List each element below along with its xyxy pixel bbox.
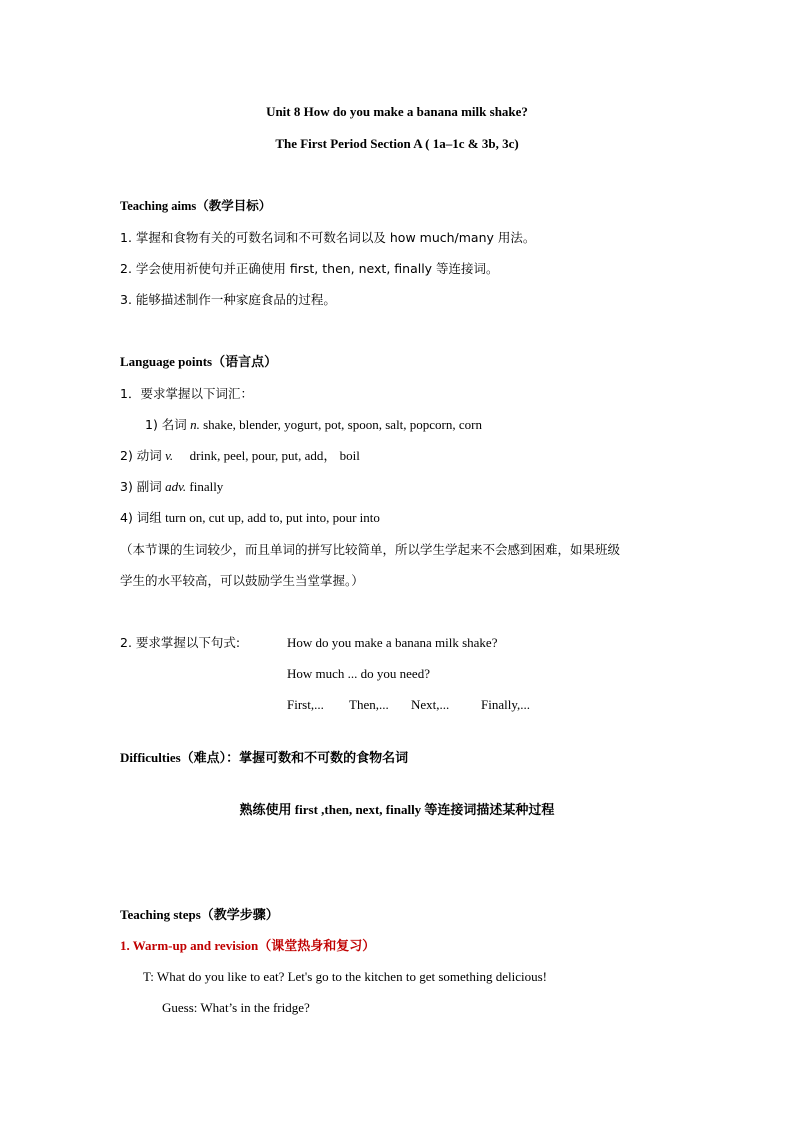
connector-finally: Finally,... [481,697,530,712]
vocab-row-nouns [145,417,482,433]
vocab-label: 3) 副词 [120,479,162,494]
vocab-row-verbs [120,448,360,464]
difficulties-line-2: 熟练使用 first ,then, next, finally 等连接词描述某种过程 [239,802,555,817]
vocab-row-adverbs [120,479,223,495]
page-subtitle: The First Period Section A ( 1a–1c & 3b, 3c) [275,136,519,151]
vocab-intro: 1．要求掌握以下词汇： [120,386,253,401]
sentence-pattern-2: How much ... do you need? [287,666,430,681]
teaching-steps-heading: Teaching steps（教学步骤） [120,907,279,922]
vocab-words: shake, blender, yogurt, pot, spoon, salt, popcorn, corn [203,417,482,432]
connector-then: Then,... [349,697,389,712]
sentence-pattern-1: How do you make a banana milk shake? [287,635,498,650]
vocab-label: 2) 动词 [120,448,162,463]
connector-next: Next,... [411,697,450,712]
language-points-heading: Language points（语言点） [120,354,278,369]
step-1-heading: 1. Warm-up and revision（课堂热身和复习） [120,938,376,953]
vocab-words: finally [189,479,224,494]
sentence-patterns-label: 2. 要求掌握以下句式: [120,635,241,650]
vocab-pos: adv. [165,479,187,494]
aim-item-1: 1. 掌握和食物有关的可数名词和不可数名词以及 how much/many 用法。 [120,230,536,245]
guess-prompt: Guess: What’s in the fridge? [162,1000,310,1015]
vocab-row-phrases [120,510,380,526]
teacher-note-line-2: 学生的水平较高，可以鼓励学生当堂掌握。） [120,573,364,588]
vocab-pos: v. [165,448,174,463]
vocab-pos: n. [190,417,200,432]
vocab-label: 1) 名词 [145,417,187,432]
aim-item-2: 2. 学会使用祈使句并正确使用 first, then, next, finally 等连接词。 [120,261,499,276]
vocab-words: drink, peel, pour, put, add， boil [189,448,360,463]
connector-first: First,... [287,697,324,712]
teaching-aims-heading [120,198,271,214]
teacher-note-line-1: （本节课的生词较少，而且单词的拼写比较简单，所以学生学起来不会感到困难，如果班级 [120,542,621,557]
aim-item-3: 3. 能够描述制作一种家庭食品的过程。 [120,292,336,307]
teaching-aims-heading-text: Teaching aims（教学目标） [120,199,272,213]
difficulties-heading: Difficulties（难点）：掌握可数和不可数的食物名词 [120,750,409,765]
vocab-label: 4) 词组 [120,510,162,525]
page-title: Unit 8 How do you make a banana milk shake? [266,104,528,119]
vocab-words: turn on, cut up, add to, put into, pour into [165,510,380,525]
teacher-prompt: T: What do you like to eat? Let's go to the kitchen to get something delicious! [143,969,548,984]
